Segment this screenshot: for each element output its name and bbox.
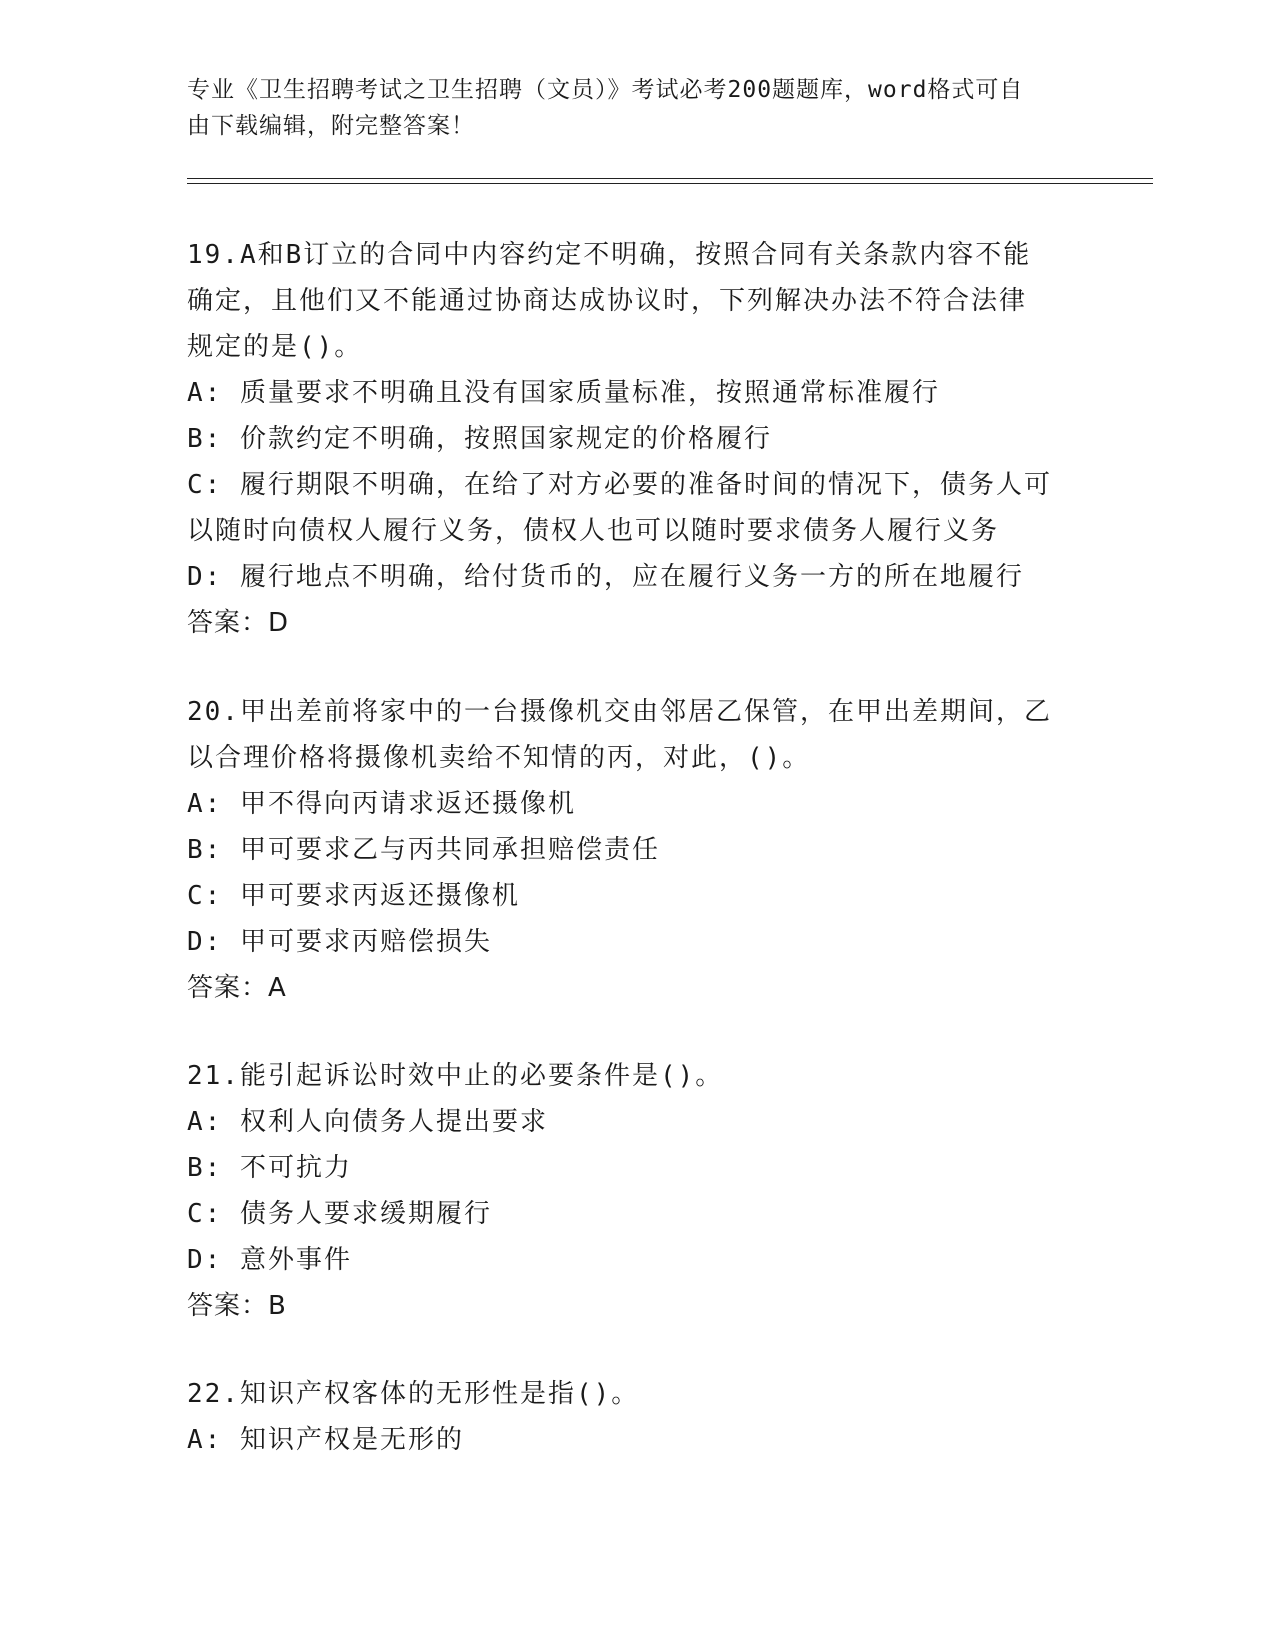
option-d: D: 甲可要求丙赔偿损失 bbox=[187, 927, 492, 957]
option-c: C: 债务人要求缓期履行 bbox=[187, 1199, 492, 1229]
option-d: D: 履行地点不明确，给付货币的，应在履行义务一方的所在地履行 bbox=[187, 562, 1024, 592]
option-a: A: 知识产权是无形的 bbox=[187, 1425, 464, 1455]
option-a: A: 权利人向债务人提出要求 bbox=[187, 1107, 548, 1137]
header-line: 由下载编辑，附完整答案！ bbox=[187, 113, 475, 139]
question-block bbox=[187, 689, 1067, 1011]
header-line: 专业《卫生招聘考试之卫生招聘（文员）》考试必考200题题库，word格式可自 bbox=[187, 77, 1024, 103]
question-stem: 19.A和B订立的合同中内容约定不明确，按照合同有关条款内容不能 bbox=[187, 240, 1032, 270]
question-stem: 20.甲出差前将家中的一台摄像机交由邻居乙保管，在甲出差期间，乙 bbox=[187, 697, 1052, 727]
question-block bbox=[187, 1371, 1067, 1463]
answer-label: 答案：D bbox=[187, 608, 290, 638]
option-d: D: 意外事件 bbox=[187, 1245, 352, 1275]
answer-label: 答案：B bbox=[187, 1291, 287, 1321]
option-c: C: 履行期限不明确，在给了对方必要的准备时间的情况下，债务人可 bbox=[187, 470, 1052, 500]
option-c: C: 甲可要求丙返还摄像机 bbox=[187, 881, 520, 911]
question-stem: 确定，且他们又不能通过协商达成协议时，下列解决办法不符合法律 bbox=[187, 286, 1028, 316]
document-header bbox=[187, 72, 1067, 144]
header-divider bbox=[187, 183, 1153, 184]
answer-label: 答案：A bbox=[187, 973, 287, 1003]
question-stem: 21.能引起诉讼时效中止的必要条件是()。 bbox=[187, 1061, 724, 1091]
option-c-continued: 以随时向债权人履行义务，债权人也可以随时要求债务人履行义务 bbox=[187, 516, 1000, 546]
question-stem: 规定的是()。 bbox=[187, 332, 363, 362]
option-b: B: 价款约定不明确，按照国家规定的价格履行 bbox=[187, 424, 772, 454]
option-a: A: 质量要求不明确且没有国家质量标准，按照通常标准履行 bbox=[187, 378, 940, 408]
question-block bbox=[187, 232, 1067, 646]
option-b: B: 不可抗力 bbox=[187, 1153, 352, 1183]
question-stem: 以合理价格将摄像机卖给不知情的丙，对此，()。 bbox=[187, 743, 811, 773]
option-b: B: 甲可要求乙与丙共同承担赔偿责任 bbox=[187, 835, 660, 865]
header-divider bbox=[187, 178, 1153, 179]
option-a: A: 甲不得向丙请求返还摄像机 bbox=[187, 789, 576, 819]
question-stem: 22.知识产权客体的无形性是指()。 bbox=[187, 1379, 640, 1409]
question-block bbox=[187, 1053, 1067, 1329]
